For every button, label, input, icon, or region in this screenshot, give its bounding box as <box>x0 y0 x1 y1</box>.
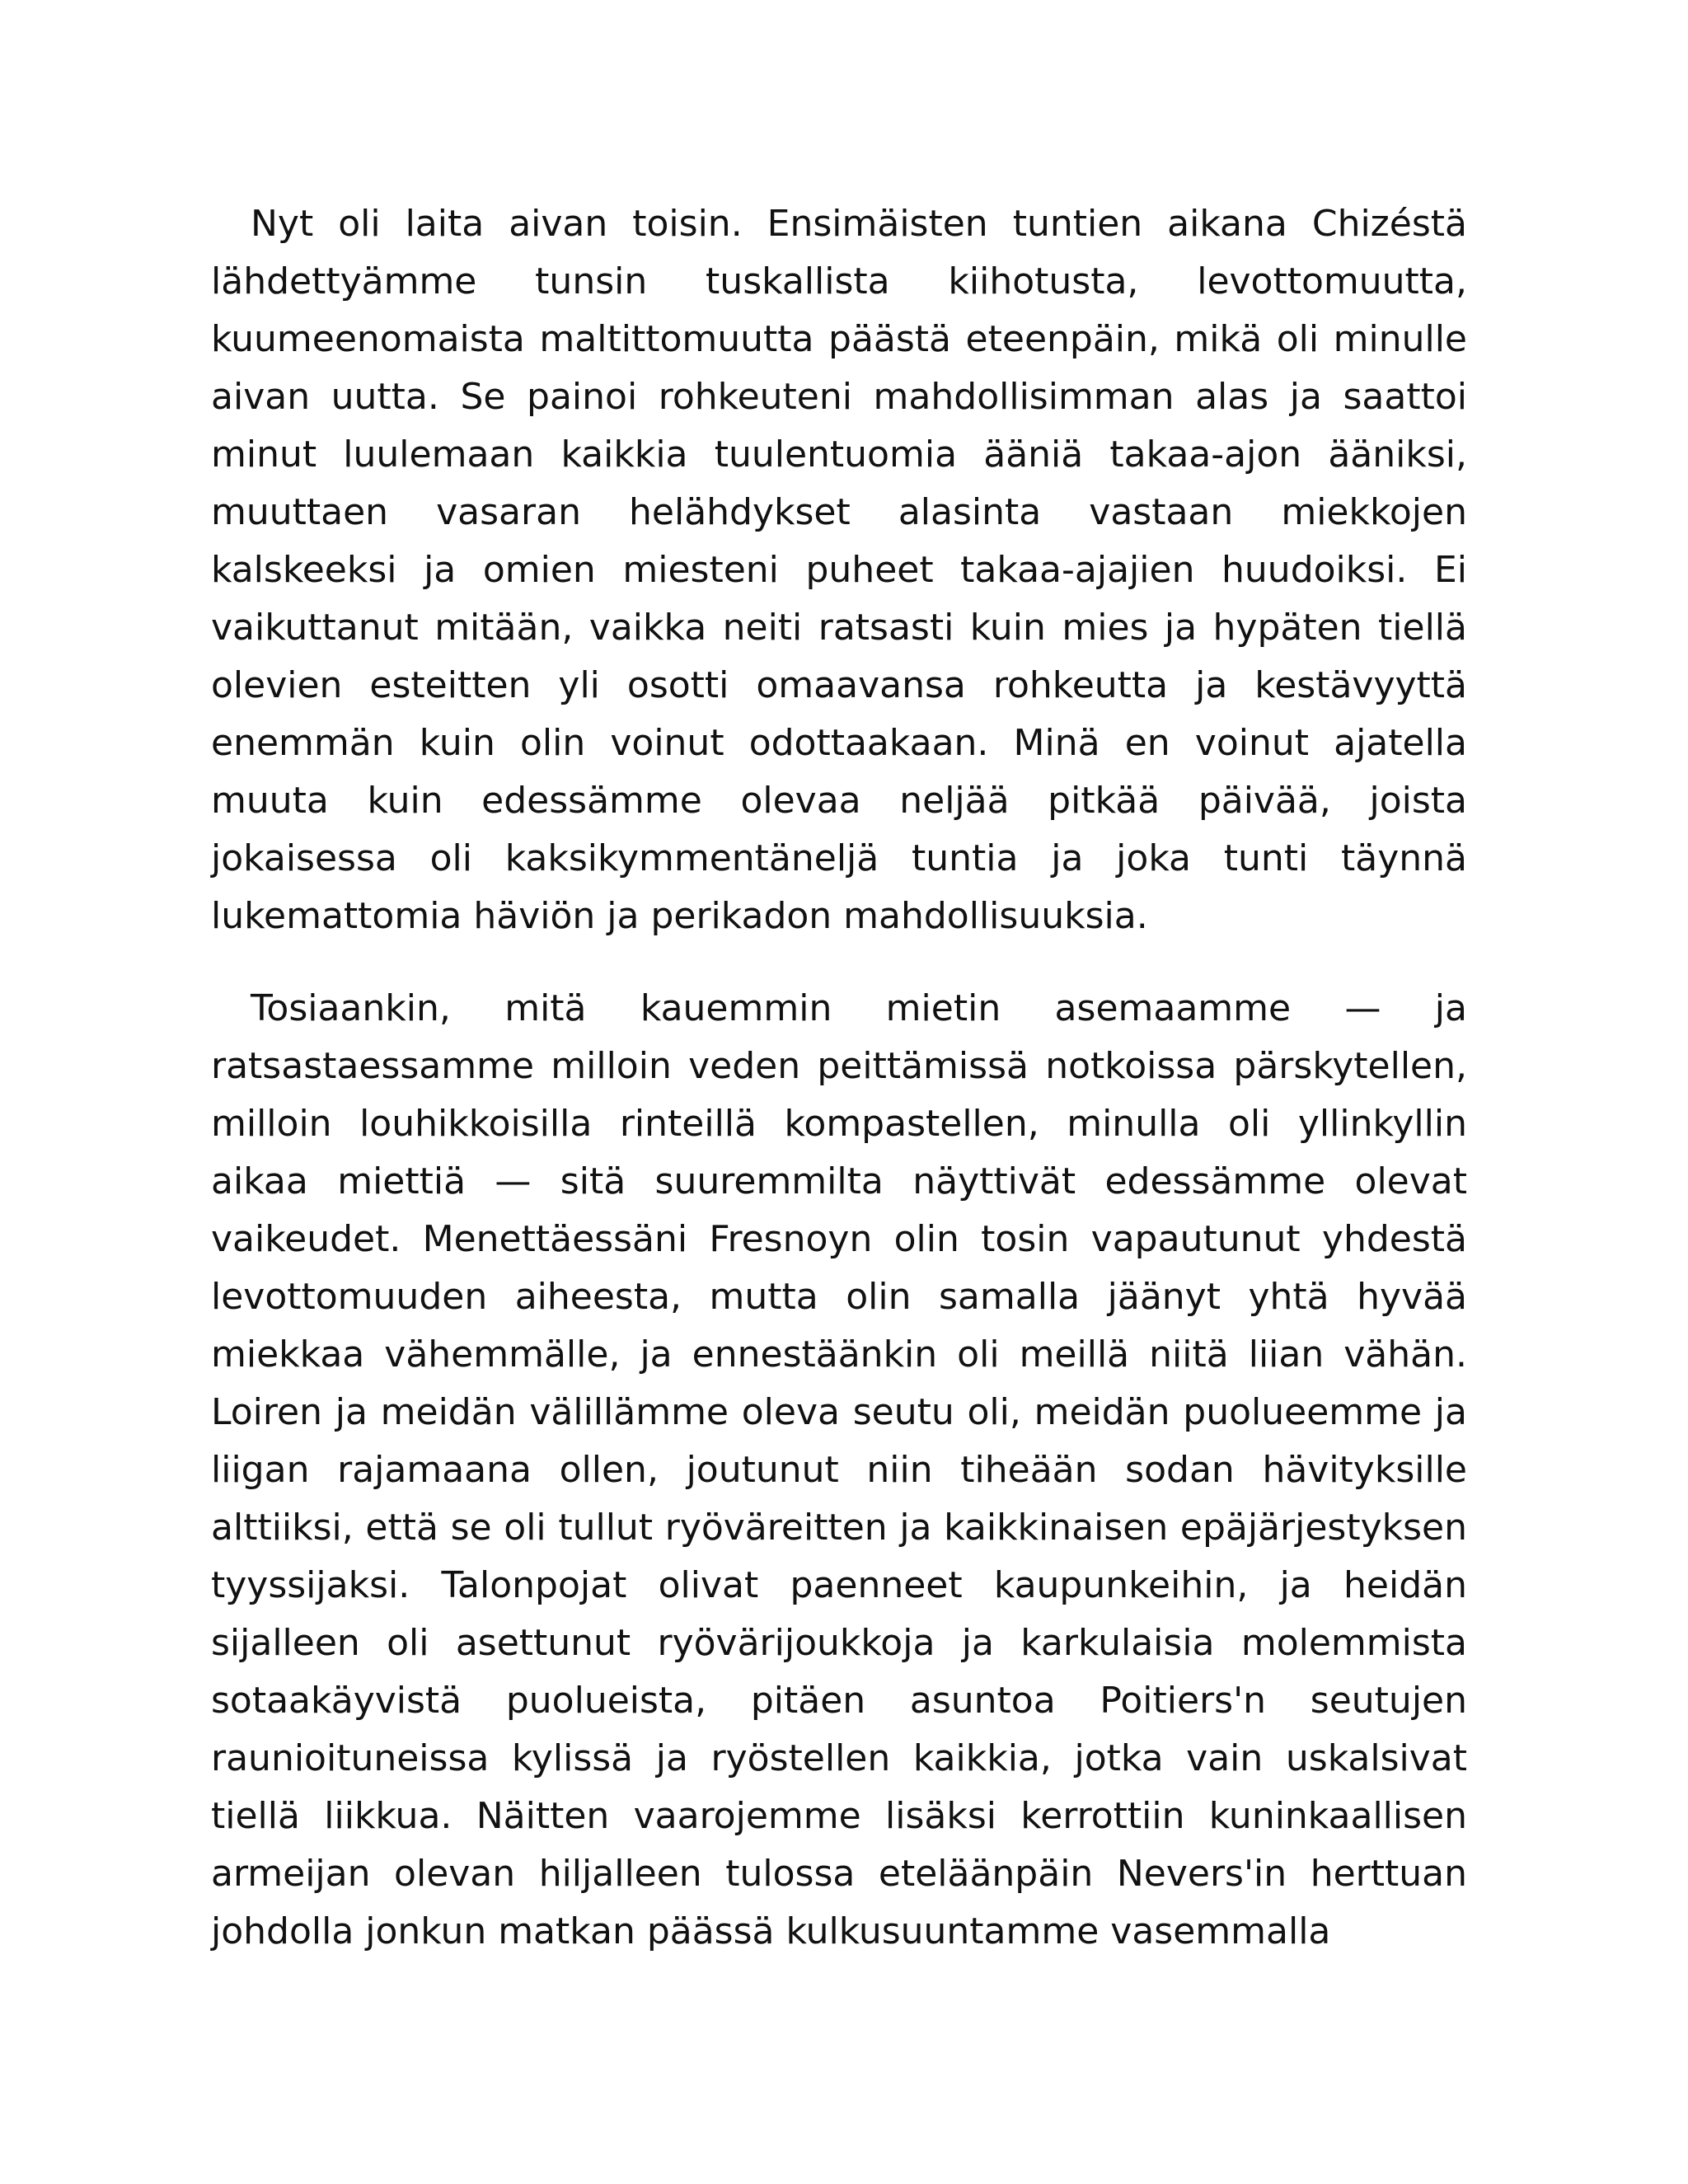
body-text <box>211 195 1467 1961</box>
paragraph-2: Tosiaankin, mitä kauemmin mietin asemaamme — ja ratsastaessamme milloin veden peittämissä notkoissa pärskytellen, milloin louhikkoisilla rinteillä kompastellen, minulla oli yllinkyllin aikaa miettiä — sitä suuremmilta näyttivät edessämme olevat vaikeudet. Menettäessäni Fresnoyn olin tosin vapautunut yhdestä levottomuuden aiheesta, mutta olin samalla jäänyt yhtä hyvää miekkaa vähemmälle, ja ennestäänkin oli meillä niitä liian vähän. Loiren ja meidän välillämme oleva seutu oli, meidän puolueemme ja liigan rajamaana ollen, joutunut niin tiheään sodan hävityksille alttiiksi, että se oli tullut ryöväreitten ja kaikkinaisen epäjärjestyksen tyyssijaksi. Talonpojat olivat paenneet kaupunkeihin, ja heidän sijalleen oli asettunut ryövärijoukkoja ja karkulaisia molemmista sotaakäyvistä puolueista, pitäen asuntoa Poitiers'n seutujen raunioituneissa kylissä ja ryöstellen kaikkia, jotka vain uskalsivat tiellä liikkua. Näitten vaarojemme lisäksi kerrottiin kuninkaallisen armeijan olevan hiljalleen tulossa eteläänpäin Nevers'in herttuan johdolla jonkun matkan päässä kulkusuuntamme vasemmalla <box>211 987 1467 1952</box>
paragraph-1: Nyt oli laita aivan toisin. Ensimäisten tuntien aikana Chizéstä lähdettyämme tunsin tuskallista kiihotusta, levottomuutta, kuumeenomaista maltittomuutta päästä eteenpäin, mikä oli minulle aivan uutta. Se painoi rohkeuteni mahdollisimman alas ja saattoi minut luulemaan kaikkia tuulentuomia ääniä takaa-ajon ääniksi, muuttaen vasaran helähdykset alasinta vastaan miekkojen kalskeeksi ja omien miesteni puheet takaa-ajajien huudoiksi. Ei vaikuttanut mitään, vaikka neiti ratsasti kuin mies ja hypäten tiellä olevien esteitten yli osotti omaavansa rohkeutta ja kestävyyttä enemmän kuin olin voinut odottaakaan. Minä en voinut ajatella muuta kuin edessämme olevaa neljää pitkää päivää, joista jokaisessa oli kaksikymmentäneljä tuntia ja joka tunti täynnä lukemattomia häviön ja perikadon mahdollisuuksia. <box>211 203 1467 937</box>
